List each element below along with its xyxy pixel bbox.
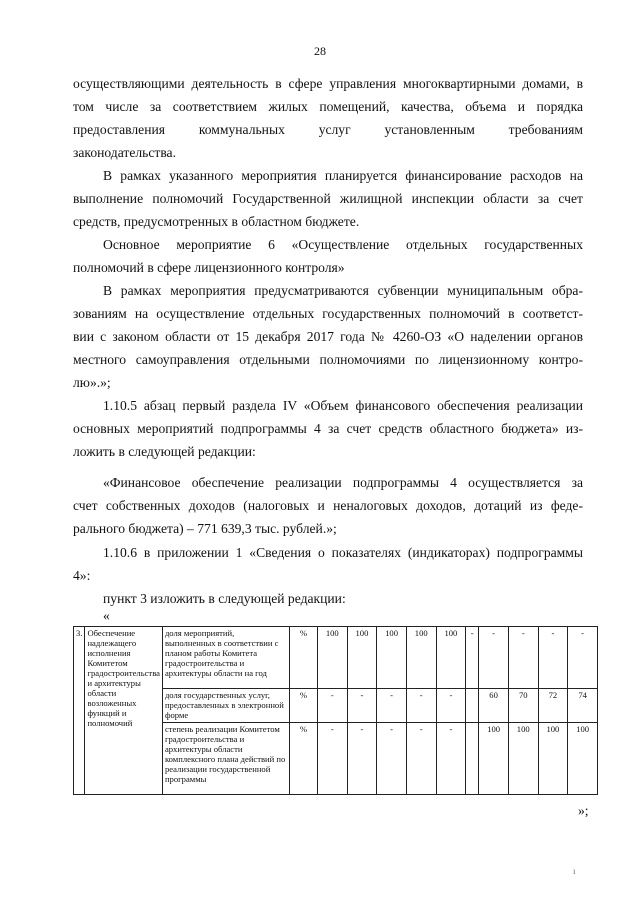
value-cell: 100 [406,627,436,689]
value-cell: - [436,723,466,795]
unit-cell: % [289,723,317,795]
text-line: основных мероприятий подпрограммы 4 за счет средств областного бюджета» из- [73,421,583,436]
value-cell: 100 [347,627,377,689]
value-cell: 100 [568,723,598,795]
value-cell: - [347,723,377,795]
text-line: «Финансовое обеспечение реализации подпрограммы 4 осуществляется за [103,475,583,490]
value-cell: - [317,723,347,795]
unit-cell: % [289,689,317,723]
indicator-cell: доля мероприятий, выполненных в соответствии с планом работы Комитета градостроительства и архитектуры области на год [162,627,289,689]
value-cell: 100 [317,627,347,689]
row-number: 3. [74,627,85,795]
value-cell: 70 [508,689,538,723]
text-line: лю».»; [73,375,111,390]
text-line: том числе за соответствием жилых помещений, качества, объема и порядка [73,99,583,114]
value-cell: - [538,627,568,689]
text-line: 4»: [73,568,91,583]
value-cell: 100 [377,627,407,689]
value-cell: 100 [508,723,538,795]
value-cell: - [568,627,598,689]
text-line: пункт 3 изложить в следующей редакции: [103,591,346,606]
text-line: осуществляющими деятельность в сфере управления многоквартирными домами, в [73,76,583,91]
text-line: В рамках указанного мероприятия планируется финансирование расходов на [103,168,583,183]
text-line: рального бюджета) – 771 639,3 тыс. рублей.»; [73,521,337,536]
indicator-cell: степень реализации Комитетом градостроительства и архитектуры области комплексного плана действий по реализации государственной программы [162,723,289,795]
text-line: 1.10.6 в приложении 1 «Сведения о показателях (индикаторах) подпрограммы [103,545,583,560]
value-cell: 74 [568,689,598,723]
value-cell: 60 [479,689,509,723]
value-cell: - [406,723,436,795]
value-cell: - [479,627,509,689]
text-line: законодательства. [73,145,176,160]
text-line: выполнение полномочий Государственной жилищной инспекции области за счет [73,191,583,206]
value-cell: - [436,689,466,723]
text-line: Основное мероприятие 6 «Осуществление отдельных государственных [103,237,583,252]
text-line: зованиям на осуществление отдельных государственных полномочий в соответст- [73,306,583,321]
value-cell: 100 [479,723,509,795]
value-cell: 100 [436,627,466,689]
opening-quote: « [103,608,110,623]
value-cell: - [466,627,479,689]
indicator-table [73,626,598,795]
text-line: полномочий в сфере лицензионного контроля» [73,260,345,275]
text-line: В рамках мероприятия предусматриваются субвенции муниципальным обра- [103,283,583,298]
table-row [74,627,598,689]
value-cell: - [508,627,538,689]
value-cell: 100 [538,723,568,795]
text-line: ложить в следующей редакции: [73,444,256,459]
value-cell [466,689,479,723]
text-line: местного самоуправления отдельными полномочиями по лицензионному контро- [73,352,583,367]
text-line: средств, предусмотренных в областном бюджете. [73,214,360,229]
measure-cell: Обеспечение надлежащего исполнения Комитетом градостроительства и архитектуры области возложенных функций и полномочий [85,627,162,795]
corner-mark: ı [573,866,576,876]
value-cell: - [377,689,407,723]
text-line: счет собственных доходов (налоговых и неналоговых доходов, дотаций из феде- [73,498,583,513]
indicator-cell: доля государственных услуг, предоставленных в электронной форме [162,689,289,723]
value-cell: - [347,689,377,723]
value-cell: - [317,689,347,723]
text-line: вии с законом области от 15 декабря 2017 года № 4260-ОЗ «О наделении органов [73,329,583,344]
value-cell: 72 [538,689,568,723]
value-cell: - [377,723,407,795]
closing-quote: »; [578,803,589,818]
text-line: предоставления коммунальных услуг установленным требованиям [73,122,583,137]
unit-cell: % [289,627,317,689]
value-cell: - [406,689,436,723]
page-number: 28 [314,44,326,58]
text-line: 1.10.5 абзац первый раздела IV «Объем финансового обеспечения реализации [103,398,583,413]
value-cell [466,723,479,795]
